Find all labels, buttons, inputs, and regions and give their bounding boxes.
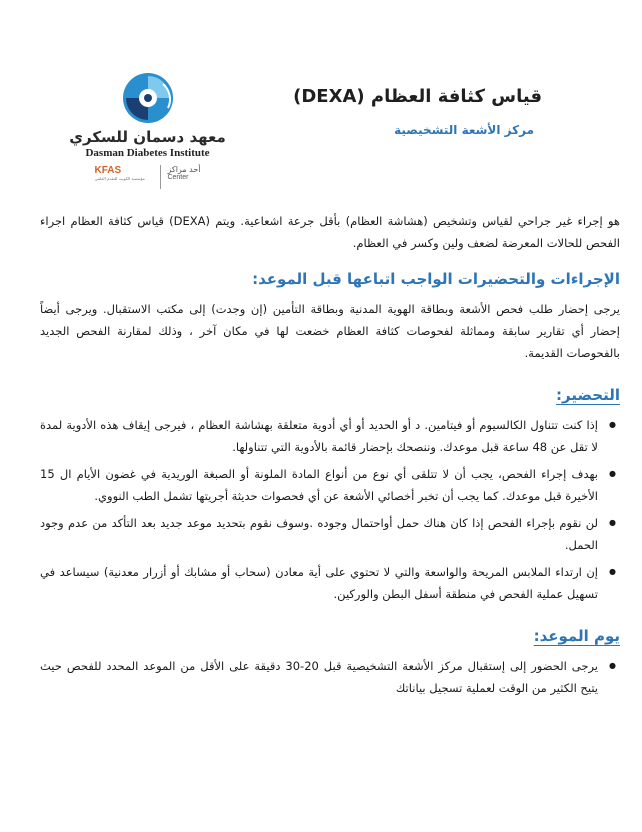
kfas-logo-text: KFAS [94, 165, 122, 176]
appointment-day-list [40, 655, 620, 699]
preparation-heading: التحضير: [556, 386, 620, 404]
center-label-english: Center [167, 174, 189, 181]
list-item: ● بهدف إجراء الفحص، يجب أن لا تتلقى أي نوع من أنواع المادة الملونة أو الصبغة الوريدية في غضون الأيام ال 15 الأخيرة قبل موعدك. كما يجب أن تخبر أخصائي الأشعة عن أي فحصوات حديثة أجريتها تشمل الطب النووي. [40, 463, 598, 507]
document-subtitle: مركز الأشعة التشخيصية [394, 123, 534, 137]
partner-logos [60, 165, 235, 189]
procedures-paragraph: يرجى إحضار طلب فحص الأشعة وبطاقة الهوية المدنية وبطاقة التأمين (إن وجدت) إلى مكتب الاستقبال. ويرجى أيضاً إحضار أي تقارير سابقة ومماثلة لفحوصات كثافة العظام خضعت لها في مكان آخر ، وذلك لمقارنة الفحص الجديد بالفحوصات القديمة. [40, 302, 620, 360]
intro-paragraph: هو إجراء غير جراحي لقياس وتشخيص (هشاشة العظام) بأقل جرعة اشعاعية. ويتم (DEXA) قياس كثافة العظام اجراء الفحص للحالات المعرضة لضعف ولين وكسر في العظام. [40, 214, 620, 250]
institute-logo-block [60, 70, 235, 189]
list-item: ● يرجى الحضور إلى إستقبال مركز الأشعة التشخيصية قبل 20-30 دقيقة على الأقل من الموعد المحدد للفحص حيث يتيح الكثير من الوقت لعملية تسجيل بياناتك [40, 655, 598, 699]
institute-name-arabic: معهد دسمان للسكري [69, 128, 226, 146]
kfas-logo [94, 165, 154, 181]
preparation-list [40, 414, 620, 605]
document-title: قياس كثافة العظام (DEXA) [293, 86, 542, 107]
appointment-day-heading: يوم الموعد: [533, 627, 620, 645]
institute-name-english: Dasman Diabetes Institute [85, 147, 210, 159]
list-item: ● لن نقوم بإجراء الفحص إذا كان هناك حمل أواحتمال وجوده .وسوف نقوم بتحديد موعد جديد بعد التأكد من عدم وجود الحمل. [40, 512, 598, 556]
list-item: ● إذا كنت تتناول الكالسيوم أو فيتامين. د أو الحديد أو أي أدوية متعلقة بهشاشة العظام ، فيرجى إيقاف هذه الأدوية لمدة لا تقل عن 48 ساعة قبل موعدك. وننصحك بإحضار قائمة بالأدوية التي تتناولها. [40, 414, 598, 458]
center-label [167, 165, 200, 181]
center-label-arabic: أحد مراكز [167, 165, 201, 174]
list-item: ● إن ارتداء الملابس المريحة والواسعة والتي لا تحتوي على أية معادن (سحاب أو مشابك أو أزرار معدنية) سيساعد في تسهيل عملية الفحص في منطقة أسفل البطن والوركين. [40, 561, 598, 605]
document-body [40, 210, 620, 704]
institute-logo-icon [108, 70, 188, 126]
logo-divider [160, 165, 161, 189]
kfas-logo-subtext: مؤسسة الكويت للتقدم العلمي [94, 176, 145, 181]
procedures-heading: الإجراءات والتحضيرات الواجب اتباعها قبل الموعد: [252, 270, 620, 288]
